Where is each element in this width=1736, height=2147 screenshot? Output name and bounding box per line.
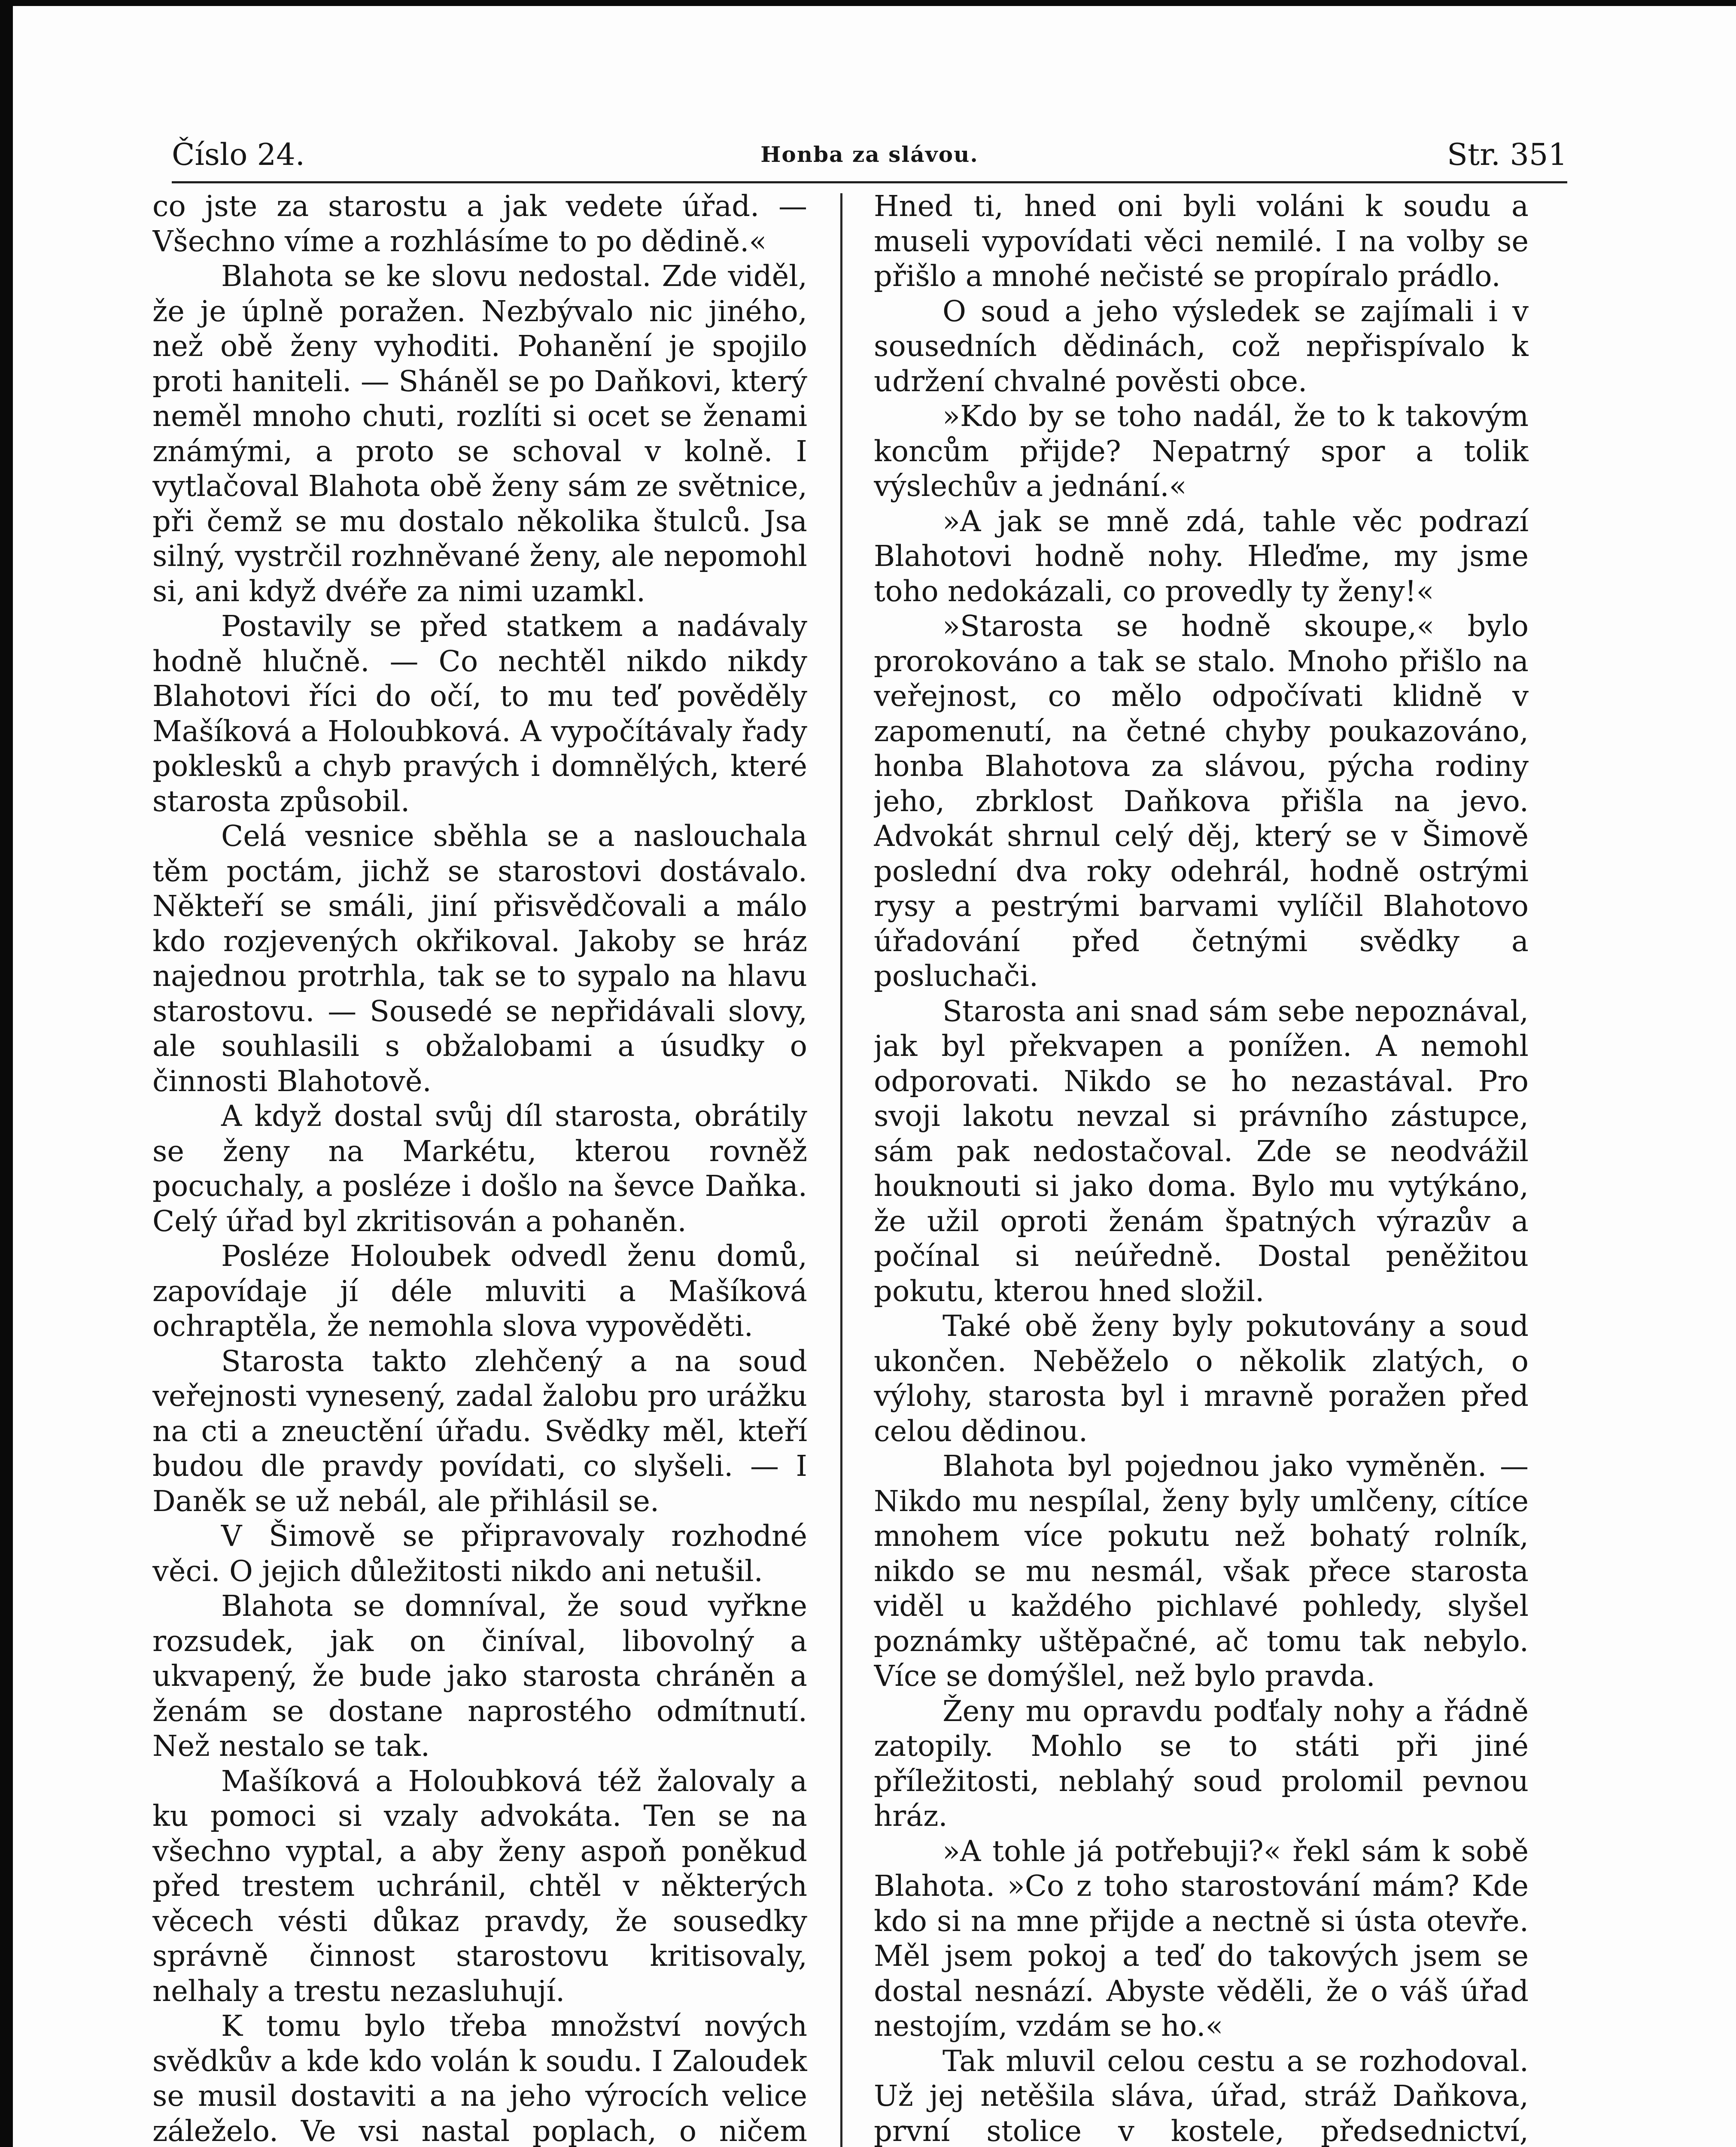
paragraph: »A jak se mně zdá, tahle věc podrazí Blahotovi hodně nohy. Hleďme, my jsme toho nedokázali, co provedly ty ženy!« [874,504,1529,608]
paragraph: »A tohle já potřebuji?« řekl sám k sobě Blahota. »Co z toho starostování mám? Kde kdo si na mne přijde a nectně si ústa otevře. Měl jsem pokoj a teď do takových jsem se dostal nesnází. Abyste věděli, že o váš úřad nestojím, vzdám se ho.« [874,1834,1529,2043]
paragraph: Hned ti, hned oni byli voláni k soudu a museli vypovídati věci nemilé. I na volby se přišlo a mnohé nečisté se propíralo prádlo. [874,189,1529,293]
paragraph: Blahota se domníval, že soud vyřkne rozsudek, jak on činíval, libovolný a ukvapený, že bude jako starosta chráněn a ženám se dostane naprostého odmítnutí. Než nestalo se tak. [152,1589,807,1763]
header-rule [172,181,1567,183]
paragraph: Celá vesnice sběhla se a naslouchala těm poctám, jichž se starostovi dostávalo. Někteří se smáli, jiní přisvědčovali a málo kdo rozjevených okřikoval. Jakoby se hráz najednou protrhla, tak se to sypalo na hlavu starostovu. — Sousedé se nepřidávali slovy, ale souhlasili s obžalobami a úsudky o činnosti Blahotově. [152,819,807,1098]
column-divider [840,193,842,2147]
running-header [172,129,1567,180]
paragraph: co jste za starostu a jak vedete úřad. — Všechno víme a rozhlásíme to po dědině.« [152,189,807,258]
paragraph: Ženy mu opravdu podťaly nohy a řádně zatopily. Mohlo se to státi při jiné příležitosti, neblahý soud prolomil pevnou hráz. [874,1694,1529,1833]
paragraph: K tomu bylo třeba množství nových svědkův a kde kdo volán k soudu. I Zaloudek se musil dostaviti a na jeho výrocích velice záleželo. Ve vsi nastal poplach, o ničem [152,2009,807,2147]
paragraph: O soud a jeho výsledek se zajímali i v sousedních dědinách, což nepřispívalo k udržení chvalné pověsti obce. [874,294,1529,398]
paragraph: Starosta takto zlehčený a na soud veřejnosti vynesený, zadal žalobu pro urážku na cti a zneuctění úřadu. Svědky měl, kteří budou dle pravdy povídati, co slyšeli. — I Daněk se už nebál, ale přihlásil se. [152,1344,807,1518]
paragraph: Starosta ani snad sám sebe nepoznával, jak byl překvapen a ponížen. A nemohl odporovati. Nikdo se ho nezastával. Pro svoji lakotu nevzal si právního zástupce, sám pak nedostačoval. Zde se neodvážil houknouti si jako doma. Bylo mu vytýkáno, že užil oproti ženám špatných výrazův a počínal si neúředně. Dostal peněžitou pokutu, kterou hned složil. [874,994,1529,1308]
paragraph: Postavily se před statkem a nadávaly hodně hlučně. — Co nechtěl nikdo nikdy Blahotovi říci do očí, to mu teď pověděly Mašíková a Holoubková. A vypočítávaly řady poklesků a chyb pravých i domnělých, které starosta způsobil. [152,609,807,818]
paragraph: Posléze Holoubek odvedl ženu domů, zapovídaje jí déle mluviti a Mašíková ochraptěla, že nemohla slova vypověděti. [152,1239,807,1343]
right-column [874,189,1529,2147]
paragraph: Také obě ženy byly pokutovány a soud ukončen. Neběželo o několik zlatých, o výlohy, starosta byl i mravně poražen před celou dědinou. [874,1309,1529,1448]
paragraph: Tak mluvil celou cestu a se rozhodoval. Už jej netěšila sláva, úřad, stráž Daňkova, první stolice v kostele, předsednictví, [874,2044,1529,2147]
paragraph: Mašíková a Holoubková též žalovaly a ku pomoci si vzaly advokáta. Ten se na všechno vyptal, a aby ženy aspoň poněkud před trestem uchránil, chtěl v některých věcech vésti důkaz pravdy, že sousedky správně činnost starostovu kritisovaly, nelhaly a trestu nezasluhují. [152,1764,807,2008]
left-column [152,189,807,2147]
paragraph: A když dostal svůj díl starosta, obrátily se ženy na Markétu, kterou rovněž pocuchaly, a posléze i došlo na ševce Daňka. Celý úřad byl zkritisován a pohaněn. [152,1099,807,1238]
paragraph: Blahota se ke slovu nedostal. Zde viděl, že je úplně poražen. Nezbývalo nic jiného, než obě ženy vyhoditi. Pohanění je spojilo proti haniteli. — Sháněl se po Daňkovi, který neměl mnoho chuti, rozlíti si ocet se ženami známými, a proto se schoval v kolně. I vytlačoval Blahota obě ženy sám ze světnice, při čemž se mu dostalo několika štulců. Jsa silný, vystrčil rozhněvané ženy, ale nepomohl si, ani když dvéře za nimi uzamkl. [152,259,807,608]
paragraph: »Kdo by se toho nadál, že to k takovým koncům přijde? Nepatrný spor a tolik výslechův a jednání.« [874,399,1529,503]
running-title: Honba za slávou. [760,142,979,167]
page-number: Str. 351 [1447,137,1567,172]
issue-number: Číslo 24. [172,137,305,172]
paragraph: V Šimově se připravovaly rozhodné věci. O jejich důležitosti nikdo ani netušil. [152,1519,807,1588]
paragraph: Blahota byl pojednou jako vyměněn. — Nikdo mu nespílal, ženy byly umlčeny, cítíce mnohem více pokutu než bohatý rolník, nikdo se mu nesmál, však přece starosta viděl u každého pichlavé pohledy, slyšel poznámky uštěpačné, ač tomu tak nebylo. Více se domýšlel, než bylo pravda. [874,1449,1529,1693]
paragraph: »Starosta se hodně skoupe,« bylo prorokováno a tak se stalo. Mnoho přišlo na veřejnost, co mělo odpočívati klidně v zapomenutí, na četné chyby poukazováno, honba Blahotova za slávou, pýcha rodiny jeho, zbrklost Daňkova přišla na jevo. Advokát shrnul celý děj, který se v Šimově poslední dva roky odehrál, hodně ostrými rysy a pestrými barvami vylíčil Blahotovo úřadování před četnými svědky a posluchači. [874,609,1529,993]
